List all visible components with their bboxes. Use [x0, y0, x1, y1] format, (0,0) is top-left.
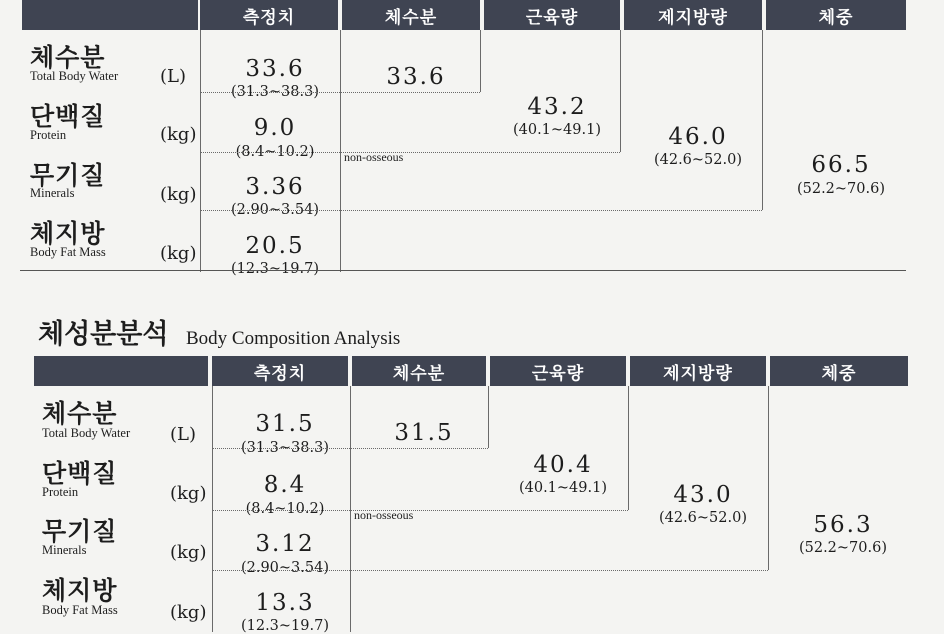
divider — [200, 92, 480, 93]
muscle-value: 43.2 — [527, 94, 587, 120]
measured-fat-range: (12.3~19.7) — [230, 261, 320, 277]
divider — [350, 386, 351, 632]
divider — [762, 30, 763, 210]
row-label-protein-kr: 단백질 — [30, 102, 106, 131]
row-label-water-kr: 체수분 — [42, 399, 118, 428]
row-unit-protein: (kg) — [160, 124, 197, 145]
row-unit-protein: (kg) — [170, 483, 207, 504]
row-unit-water: (L) — [170, 424, 196, 445]
measured-protein-value: 9.0 — [253, 115, 297, 141]
row-label-fat-en: Body Fat Mass — [30, 245, 106, 259]
measured-minerals-range: (2.90~3.54) — [230, 202, 320, 218]
muscle-range: (40.1~49.1) — [518, 480, 608, 496]
weight-value: 66.5 — [811, 152, 871, 178]
table-2 — [0, 356, 944, 632]
divider — [488, 386, 489, 448]
non-osseous-label: non-osseous — [344, 150, 404, 164]
non-osseous-label: non-osseous — [354, 508, 414, 522]
row-label-protein-en: Protein — [30, 128, 67, 142]
row-label-water-en: Total Body Water — [30, 69, 119, 83]
divider — [212, 386, 213, 632]
water-total-value: 31.5 — [394, 420, 454, 446]
measured-fat-range: (12.3~19.7) — [240, 618, 330, 634]
section-title-kr: 체성분분석 — [38, 319, 169, 350]
header-lead-bar — [34, 356, 208, 386]
muscle-value: 40.4 — [533, 452, 593, 478]
row-unit-water: (L) — [160, 66, 186, 87]
measured-fat-value: 20.5 — [245, 233, 305, 259]
weight-range: (52.2~70.6) — [798, 540, 888, 556]
row-unit-minerals: (kg) — [160, 184, 197, 205]
col-header-water: 체수분 — [352, 356, 486, 386]
measured-protein-range: (8.4~10.2) — [245, 501, 325, 517]
divider — [200, 30, 201, 272]
divider — [212, 510, 628, 511]
row-label-water-en: Total Body Water — [42, 426, 131, 440]
row-unit-minerals: (kg) — [170, 542, 207, 563]
row-label-fat-en: Body Fat Mass — [42, 603, 118, 617]
col-header-water: 체수분 — [342, 0, 480, 30]
row-label-minerals-kr: 무기질 — [30, 161, 106, 190]
measured-minerals-value: 3.12 — [255, 531, 315, 557]
row-unit-fat: (kg) — [170, 602, 207, 623]
divider — [628, 386, 629, 510]
weight-range: (52.2~70.6) — [796, 181, 886, 197]
measured-minerals-range: (2.90~3.54) — [240, 560, 330, 576]
measured-water-value: 31.5 — [255, 411, 315, 437]
divider — [480, 30, 481, 92]
col-header-weight: 체중 — [766, 0, 906, 30]
lean-mass-value: 46.0 — [668, 124, 728, 150]
row-label-minerals-en: Minerals — [42, 543, 87, 557]
divider — [200, 210, 762, 211]
section-title-en: Body Composition Analysis — [186, 328, 401, 349]
divider — [212, 570, 768, 571]
divider — [212, 448, 488, 449]
measured-water-range: (31.3~38.3) — [240, 440, 330, 456]
col-header-muscle: 근육량 — [490, 356, 626, 386]
row-unit-fat: (kg) — [160, 243, 197, 264]
lean-mass-value: 43.0 — [673, 482, 733, 508]
divider — [768, 386, 769, 570]
divider — [340, 30, 341, 272]
row-label-water-kr: 체수분 — [30, 43, 106, 72]
col-header-lean: 제지방량 — [624, 0, 762, 30]
measured-fat-value: 13.3 — [255, 590, 315, 616]
col-header-weight: 체중 — [770, 356, 908, 386]
measured-water-value: 33.6 — [245, 56, 305, 82]
col-header-measured: 측정치 — [200, 0, 338, 30]
row-label-fat-kr: 체지방 — [30, 219, 106, 248]
col-header-measured: 측정치 — [212, 356, 348, 386]
row-label-minerals-kr: 무기질 — [42, 517, 118, 546]
divider — [620, 30, 621, 152]
measured-minerals-value: 3.36 — [245, 174, 305, 200]
col-header-lean: 제지방량 — [630, 356, 766, 386]
header-lead-bar — [22, 0, 198, 30]
lean-mass-range: (42.6~52.0) — [658, 510, 748, 526]
water-total-value: 33.6 — [386, 64, 446, 90]
measured-protein-range: (8.4~10.2) — [235, 144, 315, 160]
muscle-range: (40.1~49.1) — [512, 122, 602, 138]
row-label-fat-kr: 체지방 — [42, 576, 118, 605]
divider — [20, 270, 906, 271]
row-label-minerals-en: Minerals — [30, 186, 75, 200]
measured-protein-value: 8.4 — [263, 472, 307, 498]
row-label-protein-en: Protein — [42, 485, 79, 499]
table-1 — [0, 0, 944, 280]
col-header-muscle: 근육량 — [484, 0, 620, 30]
row-label-protein-kr: 단백질 — [42, 459, 118, 488]
lean-mass-range: (42.6~52.0) — [653, 152, 743, 168]
divider — [200, 152, 620, 153]
weight-value: 56.3 — [813, 512, 873, 538]
measured-water-range: (31.3~38.3) — [230, 84, 320, 100]
